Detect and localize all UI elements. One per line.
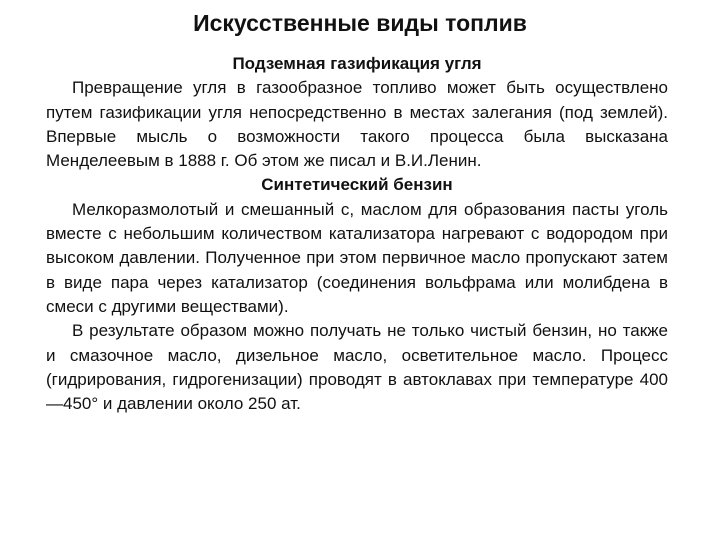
paragraph-synthetic-gasoline-products: В результате образом можно получать не только чистый бензин, но также и смазочное масло, дизельное масло, осветительное масло. Процесс (гидрирования, гидрогенизации) проводят в автоклавах при температуре 400—450° и давлении около 250 ат. [46, 321, 668, 414]
section-heading-underground-gasification: Подземная газификация угля [232, 54, 482, 73]
section-heading-synthetic-gasoline: Синтетический бензин [261, 175, 453, 195]
slide-content [46, 52, 668, 416]
slide-title: Искусственные виды топлив [193, 10, 527, 36]
paragraph-underground-gasification: Превращение угля в газообразное топливо может быть осуществлено путем газификации угля непосредственно в местах залегания (под землей). Впервые мысль о возможности такого процесса была высказана Менделеевым в 1888 г. Об этом же писал и В.И.Ленин. [46, 78, 668, 171]
paragraph-synthetic-gasoline-process: Мелкоразмолотый и смешанный с, маслом для образования пасты уголь вместе с небольшим количеством катализатора нагревают с водородом при высоком давлении. Полученное при этом первичное масло пропускают затем в виде пара через катализатор (соединения вольфрама или молибдена в смеси с другими веществами). [46, 199, 668, 316]
